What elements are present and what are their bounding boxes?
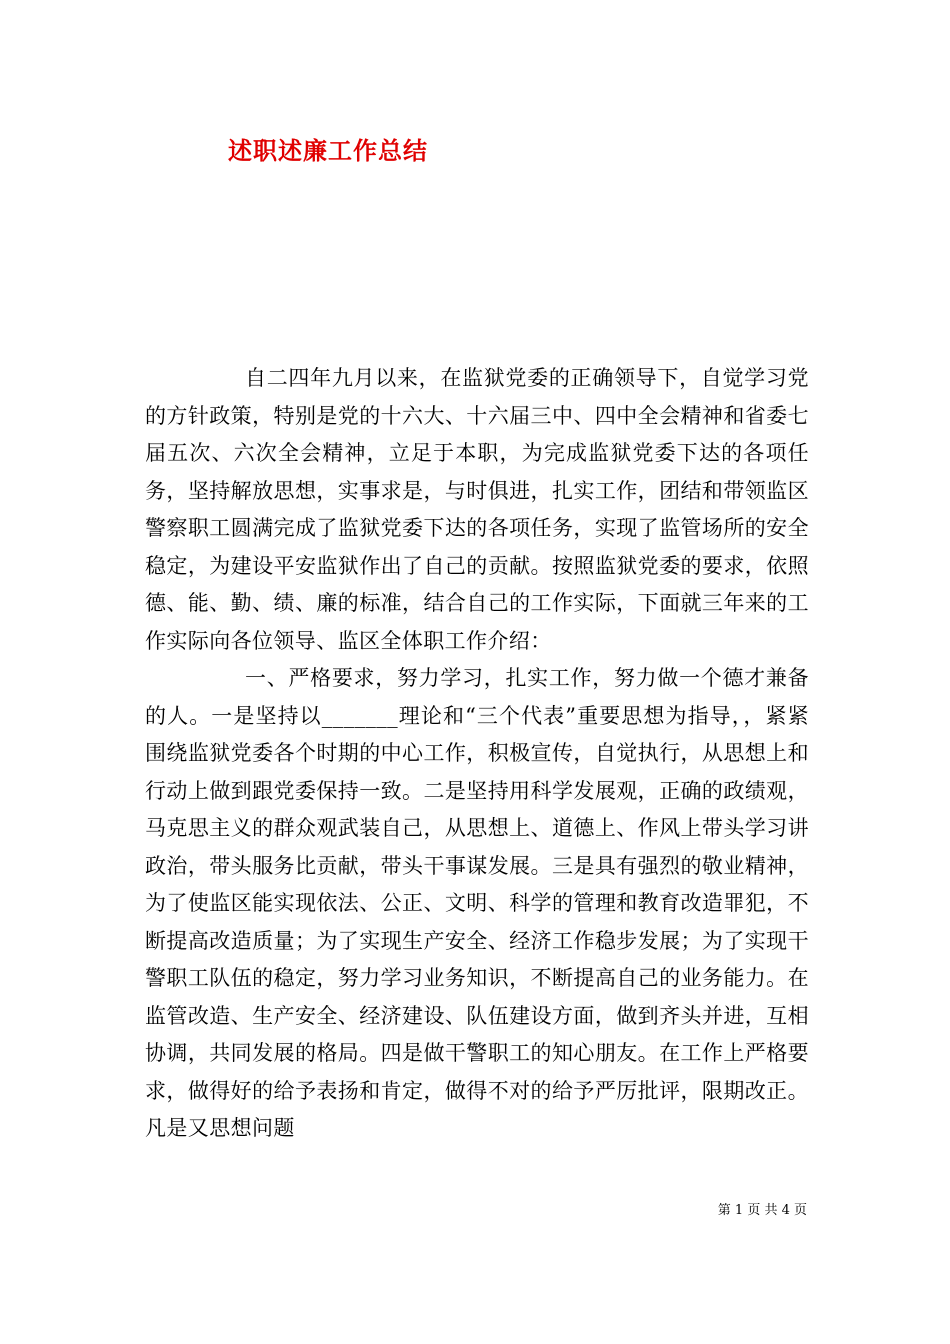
paragraph-section-1: 一、严格要求，努力学习，扎实工作，努力做一个德才兼备的人。一是坚持以_______理论和“三个代表”重要思想为指导，，紧紧围绕监狱党委各个时期的中心工作，积极宣传，自觉执行，从思想上和行动上做到跟党委保持一致。二是坚持用科学发展观，正确的政绩观，马克思主义的群众观武装自己，从思想上、道德上、作风上带头学习讲政治，带头服务比贡献，带头干事谋发展。三是具有强烈的敬业精神，为了使监区能实现依法、公正、文明、科学的管理和教育改造罪犯，不断提高改造质量；为了实现生产安全、经济工作稳步发展；为了实现干警职工队伍的稳定，努力学习业务知识，不断提高自己的业务能力。在监管改造、生产安全、经济建设、队伍建设方面，做到齐头并进，互相协调，共同发展的格局。四是做干警职工的知心朋友。在工作上严格要求，做得好的给予表扬和肯定，做得不对的给予严厉批评，限期改正。凡是又思想问题: [145, 666, 809, 1140]
paragraph-intro: 自二四年九月以来，在监狱党委的正确领导下，自觉学习党的方针政策，特别是党的十六大、十六届三中、四中全会精神和省委七届五次、六次全会精神，立足于本职，为完成监狱党委下达的各项任务，坚持解放思想，实事求是，与时俱进，扎实工作，团结和带领监区警察职工圆满完成了监狱党委下达的各项任务，实现了监管场所的安全稳定，为建设平安监狱作出了自己的贡献。按照监狱党委的要求，依照德、能、勤、绩、廉的标准，结合自己的工作实际，下面就三年来的工作实际向各位领导、监区全体职工作介绍：: [145, 366, 809, 653]
page-number-footer: 第 1 页 共 4 页: [717, 1203, 807, 1218]
document-body: [145, 360, 809, 1148]
document-title: 述职述廉工作总结: [228, 136, 428, 165]
